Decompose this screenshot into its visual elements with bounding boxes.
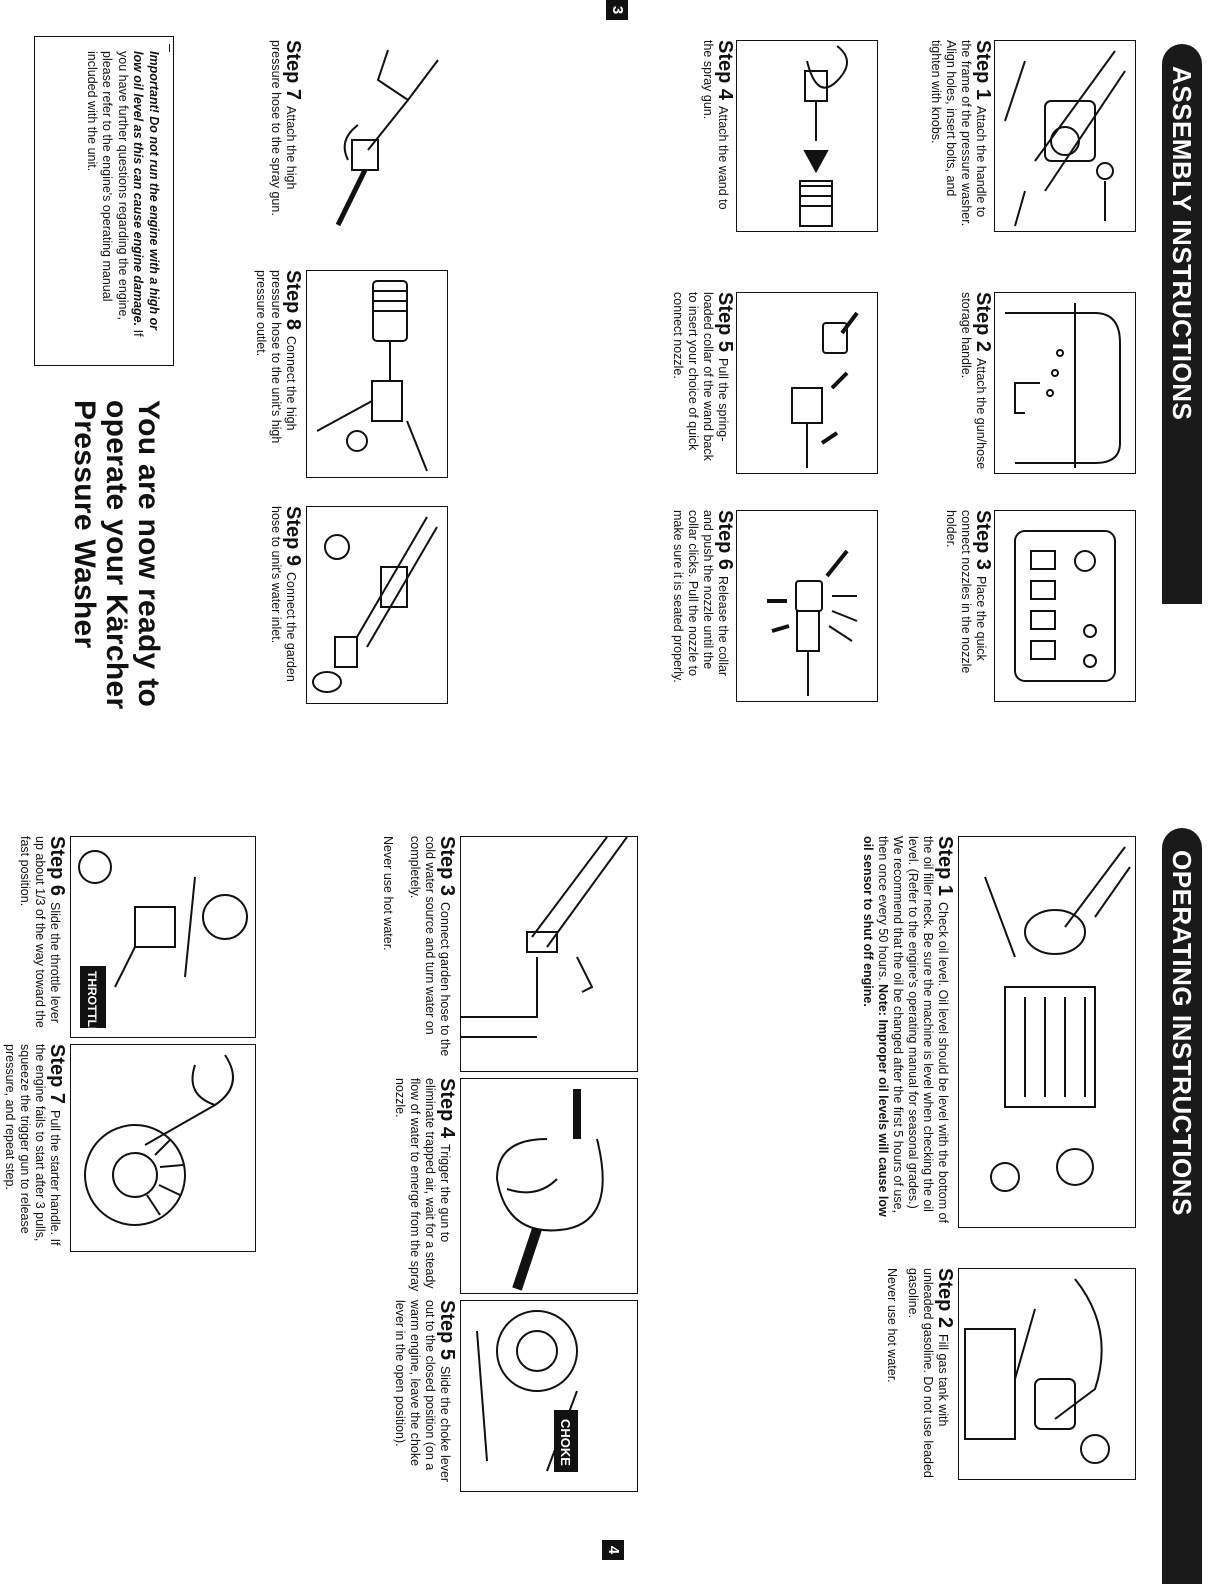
throttle-label: THROTTLE bbox=[85, 971, 99, 1035]
important-note: Important! Do not run the engine with a high or low oil level as this can cause engine damage. If you have further questions regarding the engine, please refer to the engine's operating manual included with the unit. bbox=[34, 36, 174, 366]
assembly-step6-figure bbox=[736, 510, 878, 702]
assembly-step3: Step 3Place the quick connect nozzles in the nozzle holder. bbox=[944, 510, 994, 674]
assembly-header: ASSEMBLY INSTRUCTIONS bbox=[1162, 44, 1202, 604]
assembly-step5-figure bbox=[736, 292, 878, 474]
choke-label: CHOKE bbox=[558, 1419, 573, 1466]
operating-step7: Step 7Pull the starter handle. If the engine fails to start after 3 pulls, squeeze the trigger gun to release pressure, and repeat step. bbox=[3, 1044, 68, 1246]
assembly-step9: Step 9Connect the garden hose to unit's water inlet. bbox=[269, 506, 304, 682]
operating-step2: Step 2Fill gas tank with unleaded gasoline. Do not use leaded gasoline. Never use hot water. bbox=[885, 1268, 956, 1478]
operating-step3: Step 3Connect garden hose to the cold water source and turn water on completely. Never use hot water. bbox=[381, 836, 458, 1057]
operating-step1-figure bbox=[958, 836, 1136, 1228]
operating-header: OPERATING INSTRUCTIONS bbox=[1162, 828, 1202, 1584]
operating-step2-figure bbox=[958, 1268, 1136, 1480]
assembly-step7: Step 7Attach the high pressure hose to the spray gun. bbox=[269, 40, 304, 216]
assembly-step4-figure bbox=[736, 40, 878, 232]
assembly-step1: Step 1Attach the handle to the frame of the pressure washer. Align holes, insert bolts, and tighten with knobs. bbox=[929, 40, 994, 227]
assembly-step4: Step 4Attach the wand to the spray gun. bbox=[701, 40, 736, 210]
page-number-left: 3 bbox=[606, 0, 628, 20]
operating-step5-figure bbox=[460, 1300, 638, 1492]
assembly-step5: Step 5Pull the spring-loaded collar of the wand back to insert your choice of quick connect nozzle. bbox=[671, 292, 736, 461]
operating-step3-figure bbox=[460, 836, 638, 1072]
ready-message: You are now ready to operate your Kärcher Pressure Washer bbox=[68, 400, 165, 710]
assembly-step2: Step 2Attach the gun/hose storage handle. bbox=[959, 292, 994, 470]
assembly-step8-figure bbox=[306, 270, 448, 478]
operating-step5: Step 5Slide the choke lever out to the closed position (on a warm engine, leave the choke lever in the open position). bbox=[393, 1300, 458, 1483]
assembly-step1-figure bbox=[994, 40, 1136, 232]
operating-step7-figure bbox=[70, 1044, 256, 1252]
assembly-step8: Step 8Connect the high pressure hose to the unit's high pressure outlet. bbox=[254, 270, 304, 444]
operating-step4: Step 4Trigger the gun to eliminate trapped air, wait for a steady flow of water to emerge from the spray nozzle. bbox=[393, 1078, 458, 1292]
assembly-step2-figure bbox=[994, 292, 1136, 474]
page-number-right: 4 bbox=[602, 1540, 624, 1560]
operating-step1: Step 1Check oil level. Oil level should be level with the bottom of the oil filler neck. Be sure the machine is level when checking the oil level. (Refer to the engine's operating manual for seasonal grades.) We recommend that the oil be changed after the first 5 hours of use, then once every 50 hours. Note: Improper oil levels will cause low oil sensor to shut off engine. bbox=[861, 836, 956, 1224]
operating-step6-figure bbox=[70, 836, 256, 1038]
operating-step6: Step 6Slide the throttle lever up about 1/3 of the way toward the fast position. bbox=[18, 836, 68, 1028]
assembly-step9-figure bbox=[306, 506, 448, 704]
assembly-step6: Step 6Release the collar and push the nozzle until the collar clicks. Pull the nozzle to make sure it is seated properly. bbox=[671, 510, 736, 683]
assembly-step7-figure bbox=[308, 40, 448, 230]
operating-step4-figure bbox=[460, 1078, 638, 1294]
assembly-step3-figure bbox=[994, 510, 1136, 702]
